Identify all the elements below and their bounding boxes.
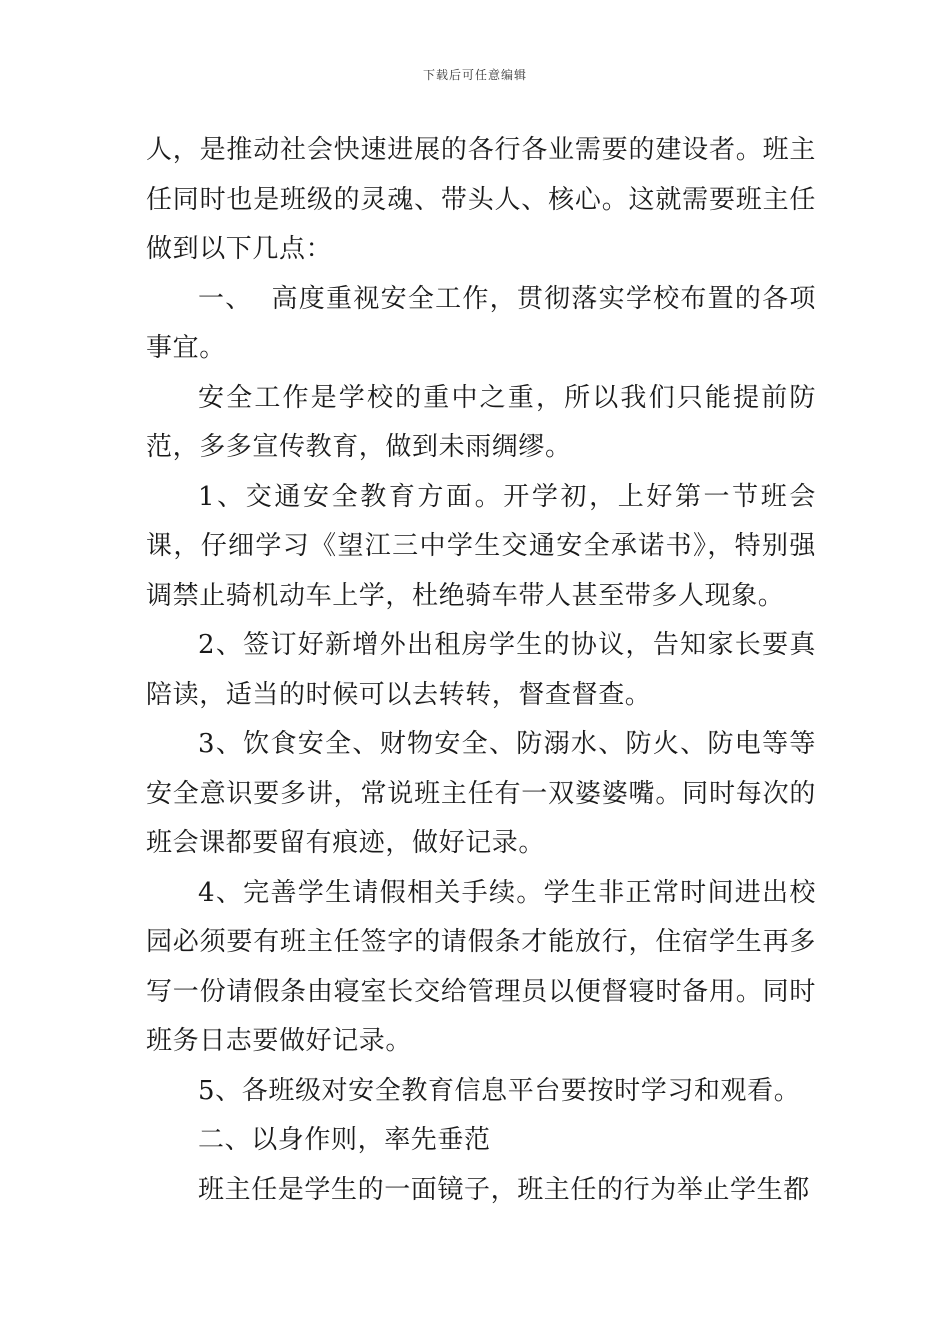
document-body	[146, 126, 816, 1215]
paragraph-10: 班主任是学生的一面镜子，班主任的行为举止学生都	[198, 1174, 810, 1205]
paragraph-5-rental-agreement: 2、签订好新增外出租房学生的协议，告知家长要真陪读，适当的时候可以去转转，督查督查。	[146, 630, 816, 710]
paragraph-3: 安全工作是学校的重中之重，所以我们只能提前防范，多多宣传教育，做到未雨绸缪。	[146, 382, 816, 462]
paragraph-7-leave-procedure: 4、完善学生请假相关手续。学生非正常时间进出校园必须要有班主任签字的请假条才能放行，住宿学生再多写一份请假条由寝室长交给管理员以便督寝时备用。同时班务日志要做好记录。	[146, 877, 816, 1056]
page-header-note: 下载后可任意编辑	[422, 68, 527, 82]
paragraph-8-safety-platform: 5、各班级对安全教育信息平台要按时学习和观看。	[198, 1075, 801, 1106]
paragraph-9-heading-example: 二、以身作则，率先垂范	[198, 1125, 491, 1155]
paragraph-4-traffic-safety: 1、交通安全教育方面。开学初，上好第一节班会课，仔细学习《望江三中学生交通安全承诺书》，特别强调禁止骑机动车上学，杜绝骑车带人甚至带多人现象。	[146, 481, 816, 611]
paragraph-6-food-safety: 3、饮食安全、财物安全、防溺水、防火、防电等等安全意识要多讲，常说班主任有一双婆婆嘴。同时每次的班会课都要留有痕迹，做好记录。	[146, 729, 816, 858]
paragraph-1: 人，是推动社会快速进展的各行各业需要的建设者。班主任同时也是班级的灵魂、带头人、核心。这就需要班主任做到以下几点：	[146, 135, 816, 264]
paragraph-2-heading-safety: 一、 高度重视安全工作，贯彻落实学校布置的各项事宜。	[146, 283, 816, 363]
